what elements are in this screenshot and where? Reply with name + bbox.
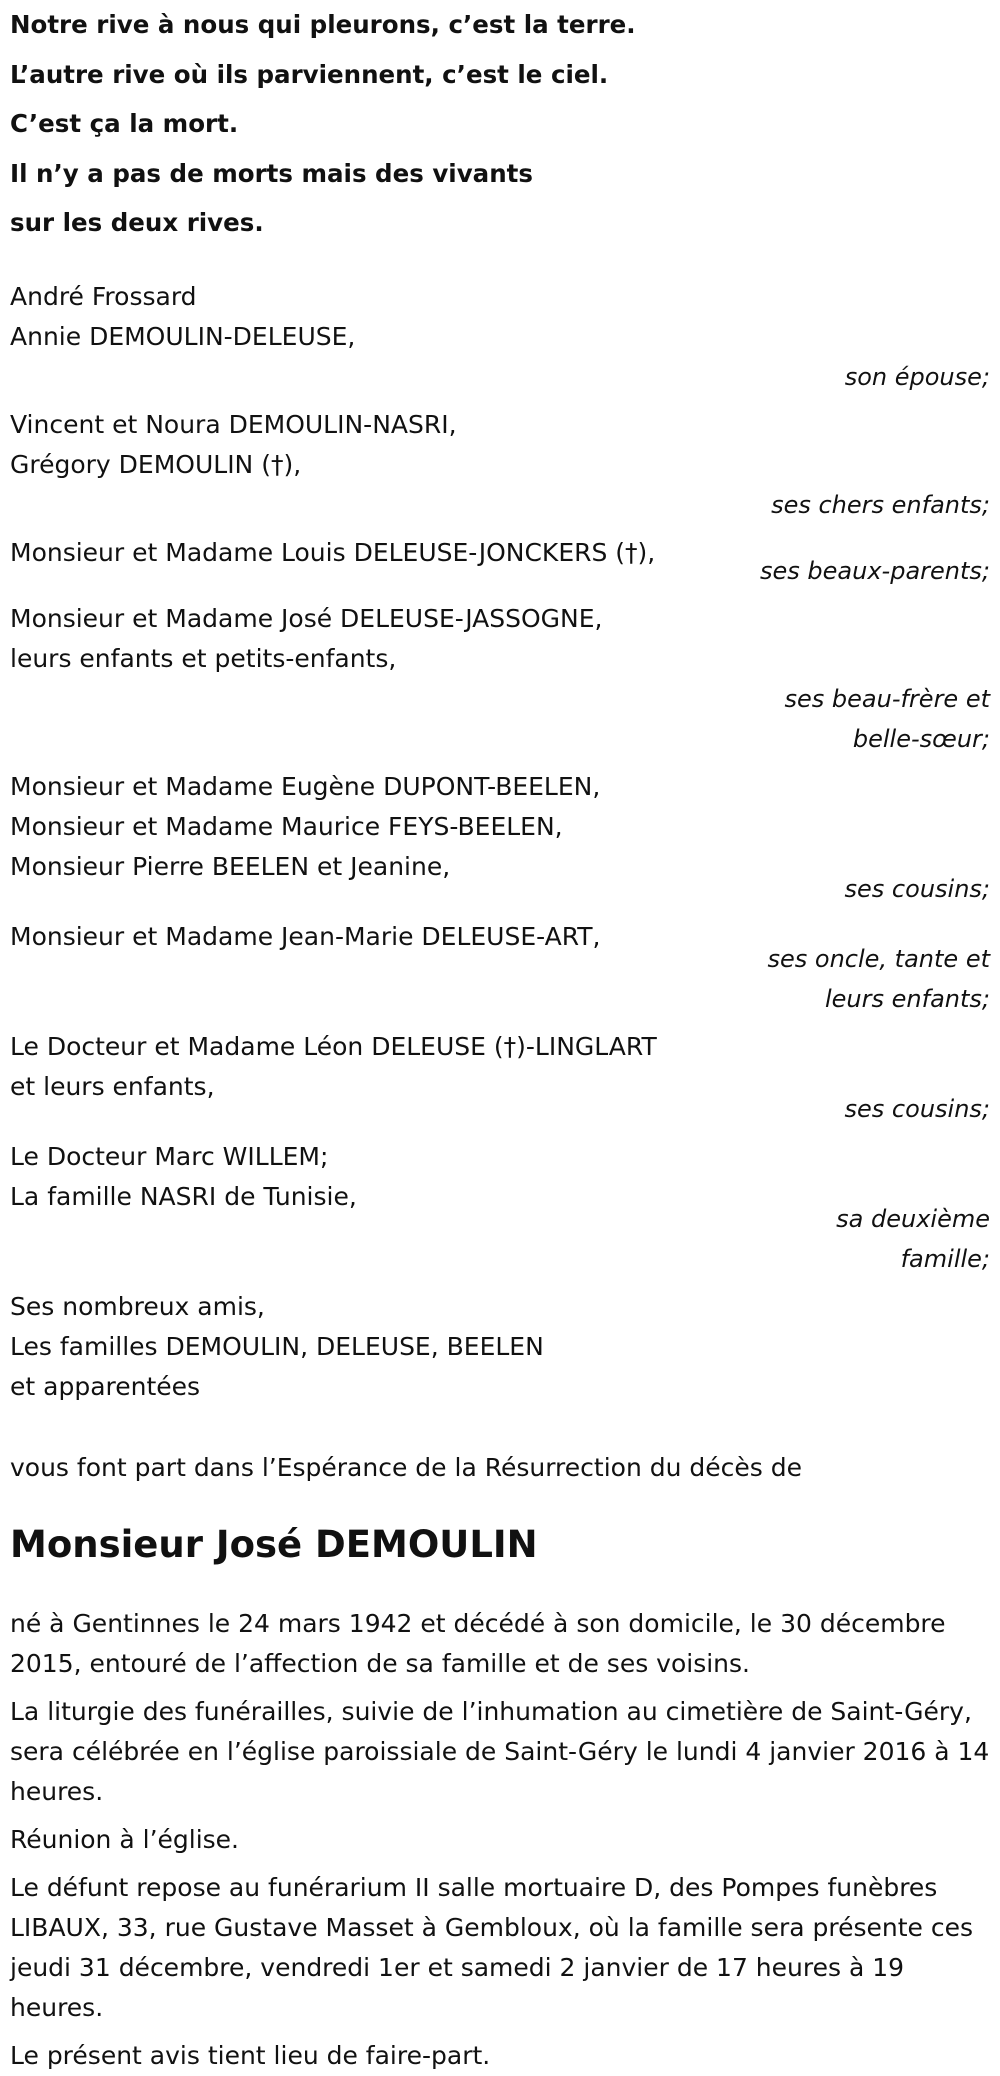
family-name-line: Monsieur Pierre BEELEN et Jeanine, [10, 851, 451, 881]
announcement: vous font part dans l’Espérance de la Résurrection du décès de [10, 1452, 802, 1482]
family-name-line: Monsieur et Madame Louis DELEUSE-JONCKERS (†), [10, 537, 656, 567]
visitation-paragraph: Le défunt repose au funérarium II salle mortuaire D, des Pompes funèbres LIBAUX, 33, rue Gustave Masset à Gembloux, où la famille sera présente ces jeudi 31 décembre, vendredi 1er et samedi 2 janvier de 17 heures à 19 heures. [10, 1872, 974, 2022]
family-list [10, 317, 990, 1407]
relation-label: sa deuxième famille; [836, 1204, 990, 1273]
family-group [10, 1287, 990, 1407]
family-group [10, 917, 990, 1013]
poem-line: Il n’y a pas de morts mais des vivants [10, 158, 533, 188]
poem-line: Notre rive à nous qui pleurons, c’est la terre. [10, 10, 636, 39]
funeral-paragraph: La liturgie des funérailles, suivie de l’inhumation au cimetière de Saint-Géry, sera célébrée en l’église paroissiale de Saint-Géry le lundi 4 janvier 2016 à 14 heures. [10, 1696, 990, 1806]
relation-label: ses beau-frère et belle-sœur; [784, 684, 990, 753]
family-name-line: Monsieur et Madame Eugène DUPONT-BEELEN, [10, 771, 601, 801]
family-group [10, 1027, 990, 1123]
family-group [10, 317, 990, 391]
family-group [10, 533, 990, 585]
family-name-line: Monsieur et Madame José DELEUSE-JASSOGNE, [10, 603, 603, 633]
reunion-paragraph: Réunion à l’église. [10, 1824, 240, 1854]
family-group [10, 767, 990, 903]
family-name-line: Le Docteur et Madame Léon DELEUSE (†)-LINGLART [10, 1031, 657, 1061]
family-name-line: Monsieur et Madame Jean-Marie DELEUSE-ART, [10, 921, 601, 951]
family-name-line: Ses nombreux amis, [10, 1291, 265, 1321]
family-group [10, 599, 990, 753]
poem-line: L’autre rive où ils parviennent, c’est le ciel. [10, 59, 609, 89]
family-group [10, 405, 990, 519]
relation-label: ses beaux-parents; [760, 556, 990, 585]
poem-line: sur les deux rives. [10, 208, 264, 237]
notice-paragraph: Le présent avis tient lieu de faire-part. [10, 2040, 491, 2070]
deceased-name: Monsieur José DEMOULIN [10, 1522, 538, 1566]
relation-label: ses cousins; [844, 874, 990, 903]
family-name-line: leurs enfants et petits-enfants, [10, 643, 397, 673]
relation-label: ses oncle, tante et leurs enfants; [767, 944, 990, 1013]
family-name-line: Vincent et Noura DEMOULIN-NASRI, [10, 409, 457, 439]
family-name-line: La famille NASRI de Tunisie, [10, 1181, 357, 1211]
family-name-line: Monsieur et Madame Maurice FEYS-BEELEN, [10, 811, 563, 841]
relation-label: son épouse; [844, 362, 990, 391]
family-name-line: Le Docteur Marc WILLEM; [10, 1141, 329, 1171]
family-name-line: Les familles DEMOULIN, DELEUSE, BEELEN [10, 1331, 544, 1361]
family-name-line: et leurs enfants, [10, 1071, 215, 1101]
family-name-line: Grégory DEMOULIN (†), [10, 449, 302, 479]
relation-label: ses chers enfants; [771, 490, 990, 519]
poem-author: André Frossard [10, 281, 197, 311]
family-name-line: et apparentées [10, 1371, 201, 1401]
family-name-line: Annie DEMOULIN-DELEUSE, [10, 321, 356, 351]
birth-death-paragraph: né à Gentinnes le 24 mars 1942 et décédé à son domicile, le 30 décembre 2015, entouré de l’affection de sa famille et de ses voisins. [10, 1608, 946, 1678]
relation-label: ses cousins; [844, 1094, 990, 1123]
family-group [10, 1137, 990, 1273]
poem-line: C’est ça la mort. [10, 109, 239, 138]
obituary-content [10, 0, 990, 2076]
poem [10, 0, 990, 248]
